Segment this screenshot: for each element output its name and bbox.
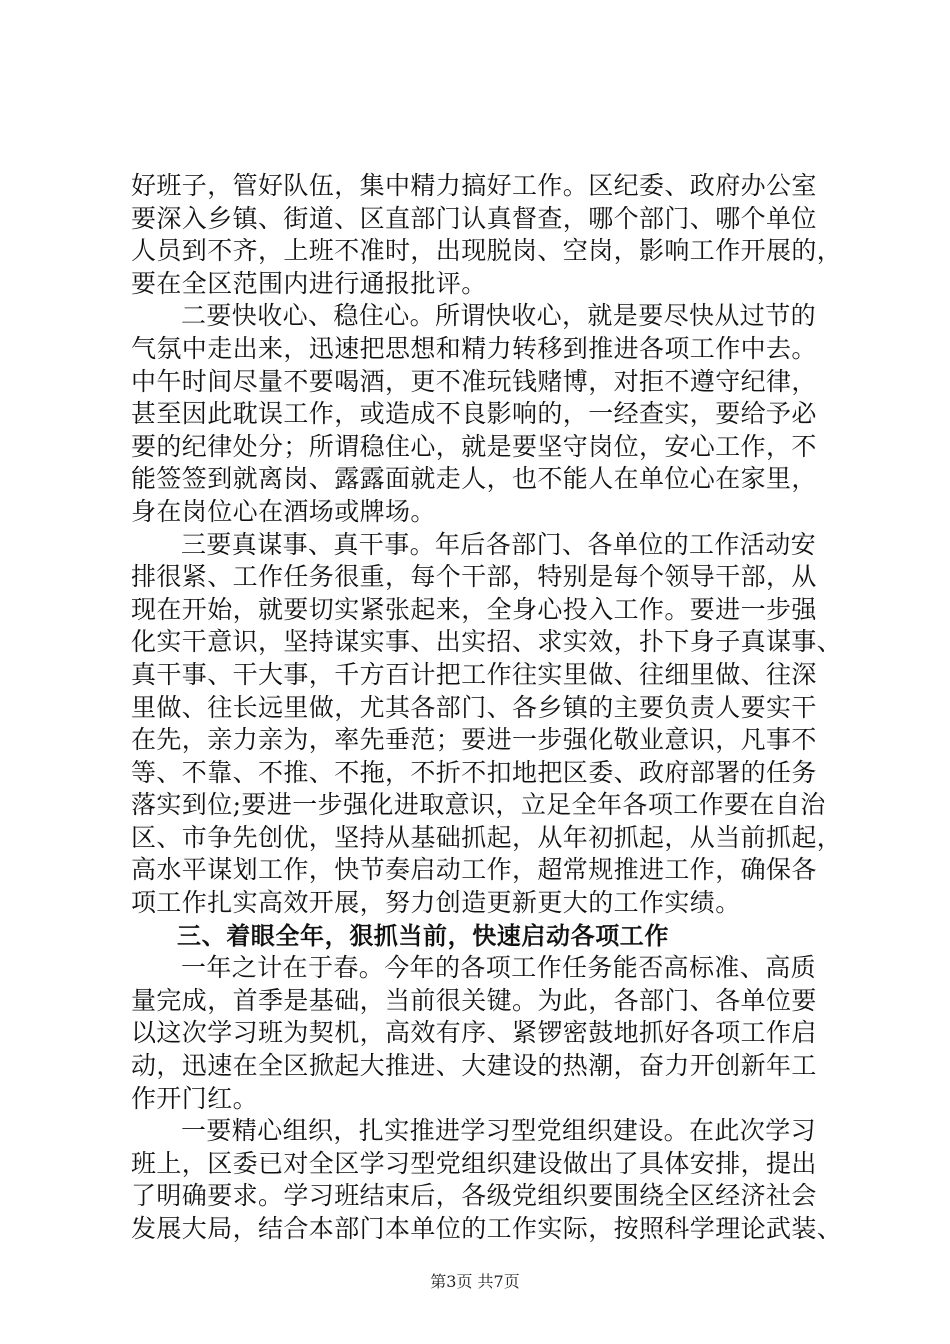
text-line: 气氛中走出来，迅速把思想和精力转移到推进各项工作中去。 — [131, 333, 817, 363]
text-line: 了明确要求。学习班结束后，各级党组织要围绕全区经济社会 — [131, 1181, 817, 1211]
text-line: 一要精心组织，扎实推进学习型党组织建设。在此次学习 — [181, 1116, 817, 1146]
text-line: 以这次学习班为契机，高效有序、紧锣密鼓地抓好各项工作启 — [131, 1018, 817, 1048]
text-line: 要的纪律处分；所谓稳住心，就是要坚守岗位，安心工作，不 — [131, 431, 817, 461]
text-line: 一年之计在于春。今年的各项工作任务能否高标准、高质 — [181, 953, 817, 983]
text-line: 里做、往长远里做，尤其各部门、各乡镇的主要负责人要实干 — [131, 692, 817, 722]
text-line: 量完成，首季是基础，当前很关键。为此，各部门、各单位要 — [131, 985, 817, 1015]
text-line: 区、市争先创优，坚持从基础抓起，从年初抓起，从当前抓起， — [131, 822, 843, 852]
text-line: 高水平谋划工作，快节奏启动工作，超常规推进工作，确保各 — [131, 855, 817, 885]
text-line: 中午时间尽量不要喝酒，更不准玩钱赌博，对拒不遵守纪律， — [131, 366, 817, 396]
text-line: 真干事、干大事，千方百计把工作往实里做、往细里做、往深 — [131, 659, 817, 689]
text-line: 项工作扎实高效开展，努力创造更新更大的工作实绩。 — [131, 888, 741, 918]
text-line: 班上，区委已对全区学习型党组织建设做出了具体安排，提出 — [131, 1148, 817, 1178]
text-line: 发展大局，结合本部门本单位的工作实际，按照科学理论武装、 — [131, 1214, 843, 1243]
text-line: 在先，亲力亲为，率先垂范；要进一步强化敬业意识，凡事不 — [131, 725, 817, 755]
text-line: 排很紧、工作任务很重，每个干部，特别是每个领导干部，从 — [131, 562, 817, 592]
text-line: 人员到不齐，上班不准时，出现脱岗、空岗，影响工作开展的， — [131, 236, 843, 266]
text-line: 化实干意识，坚持谋实事、出实招、求实效，扑下身子真谋事、 — [131, 627, 843, 657]
page-footer: 第3页 共7页 — [430, 1272, 520, 1291]
text-line: 动，迅速在全区掀起大推进、大建设的热潮，奋力开创新年工 — [131, 1051, 817, 1081]
text-line: 现在开始，就要切实紧张起来，全身心投入工作。要进一步强 — [131, 594, 817, 624]
text-line: 身在岗位心在酒场或牌场。 — [131, 496, 436, 526]
text-line: 好班子，管好队伍，集中精力搞好工作。区纪委、政府办公室 — [131, 171, 817, 200]
document-body — [131, 170, 843, 1246]
text-line: 等、不靠、不推、不拖，不折不扣地把区委、政府部署的任务 — [131, 757, 817, 787]
text-line: 落实到位;要进一步强化进取意识，立足全年各项工作要在自治 — [131, 790, 826, 820]
text-line: 甚至因此耽误工作，或造成不良影响的，一经查实，要给予必 — [131, 399, 817, 429]
text-line: 二要快收心、稳住心。所谓快收心，就是要尽快从过节的 — [181, 301, 817, 331]
text-line: 作开门红。 — [131, 1083, 259, 1113]
text-line: 三要真谋事、真干事。年后各部门、各单位的工作活动安 — [181, 529, 817, 559]
section-heading: 三、着眼全年，狠抓当前，快速启动各项工作 — [177, 921, 669, 950]
text-line: 要深入乡镇、街道、区直部门认真督查，哪个部门、哪个单位 — [131, 203, 817, 233]
text-line: 要在全区范围内进行通报批评。 — [131, 268, 487, 298]
text-line: 能签签到就离岗、露露面就走人，也不能人在单位心在家里， — [131, 464, 817, 494]
